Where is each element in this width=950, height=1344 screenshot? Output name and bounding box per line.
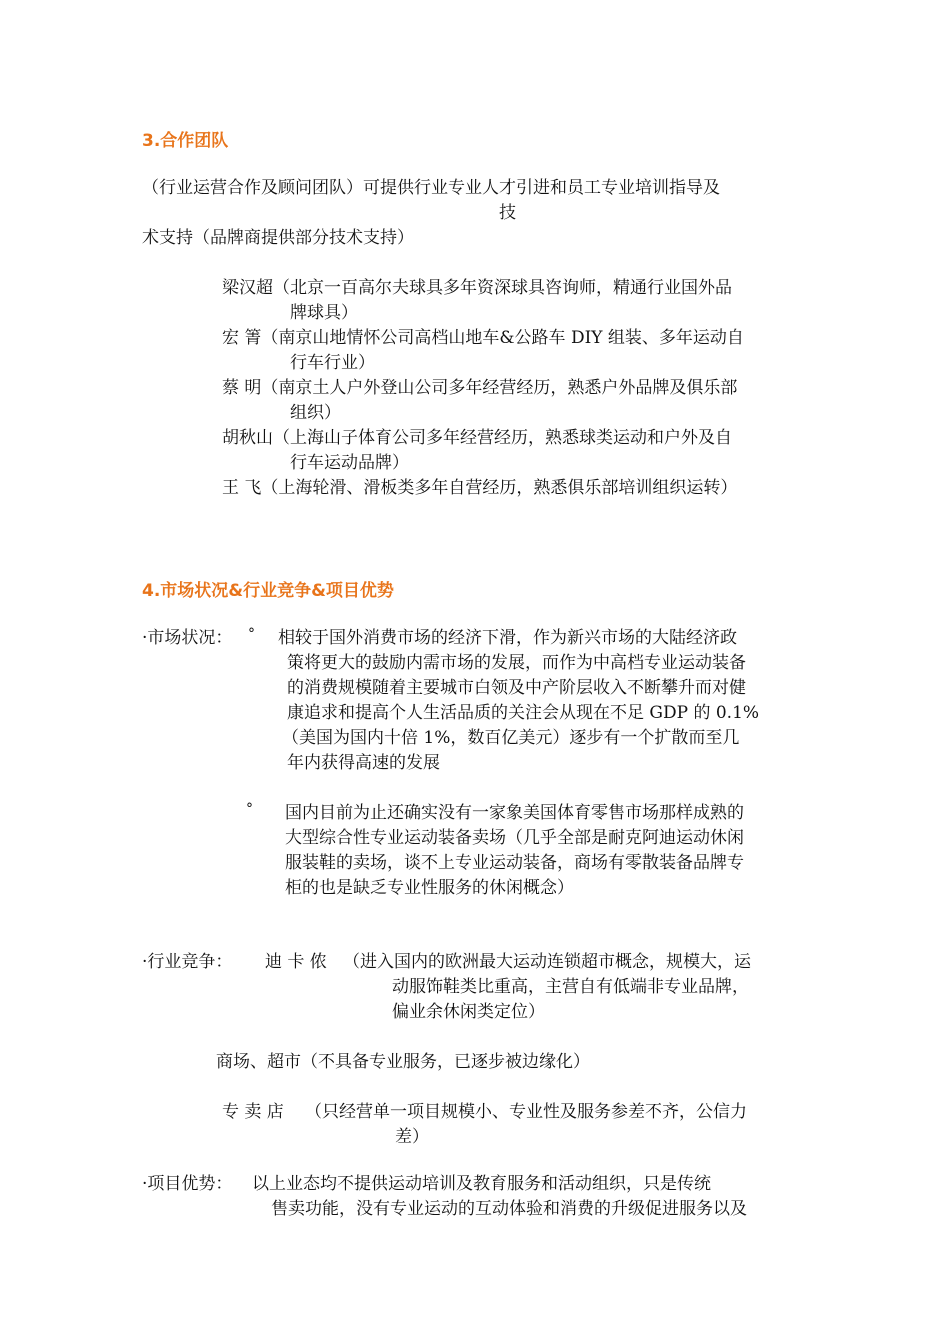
market-label: ·市场状况： [142,628,233,648]
competition-label: ·行业竞争： [142,952,233,972]
market-p1-line-4: 康追求和提高个人生活品质的关注会从现在不足 GDP 的 0.1% [287,703,760,723]
competitor-1-line-2: 动服饰鞋类比重高，主营自有低端非专业品牌， [392,977,749,997]
team-member-3-cont: 组织） [290,403,341,423]
competitor-1-line-1: （进入国内的欧洲最大运动连锁超市概念，规模大，运 [343,952,751,972]
team-member-2: 宏 箐（南京山地情怀公司高档山地车&公路车 DIY 组装、多年运动自 [222,328,744,348]
team-member-5: 王 飞（上海轮滑、滑板类多年自营经历，熟悉俱乐部培训组织运转） [222,478,738,498]
bullet-icon: ° [246,801,253,817]
competitor-2: 商场、超市（不具备专业服务，已逐步被边缘化） [216,1052,590,1072]
section-3-heading: 3.合作团队 [142,131,229,151]
market-p2-line-1: 国内目前为止还确实没有一家象美国体育零售市场那样成熟的 [285,803,744,823]
team-member-4-cont: 行车运动品牌） [290,453,409,473]
competitor-3-name: 专 卖 店 [222,1102,284,1122]
market-p1-line-3: 的消费规模随着主要城市白领及中产阶层收入不断攀升而对健 [287,678,746,698]
market-p2-line-3: 服装鞋的卖场，谈不上专业运动装备，商场有零散装备品牌专 [285,853,744,873]
team-intro-line-2: 术支持（品牌商提供部分技术支持） [142,228,414,248]
bullet-icon: ° [248,626,255,642]
team-intro-line-1-wrap: 技 [499,203,516,223]
market-p1-line-2: 策将更大的鼓励内需市场的发展，而作为中高档专业运动装备 [287,653,746,673]
advantage-line-1: 以上业态均不提供运动培训及教育服务和活动组织，只是传统 [252,1174,711,1194]
team-member-1-cont: 牌球具） [290,303,358,323]
competitor-1-line-3: 偏业余休闲类定位） [392,1002,545,1022]
team-intro-line-1: （行业运营合作及顾问团队）可提供行业专业人才引进和员工专业培训指导及 [142,178,720,198]
market-p1-line-5: （美国为国内十倍 1%，数百亿美元）逐步有一个扩散而至几 [282,728,740,748]
market-p2-line-2: 大型综合性专业运动装备卖场（几乎全部是耐克阿迪运动休闲 [285,828,744,848]
competitor-3-line-2: 差） [395,1127,429,1147]
team-member-4: 胡秋山（上海山子体育公司多年经营经历，熟悉球类运动和户外及自 [222,428,732,448]
market-p1-line-1: 相较于国外消费市场的经济下滑，作为新兴市场的大陆经济政 [278,628,737,648]
advantage-line-2: 售卖功能，没有专业运动的互动体验和消费的升级促进服务以及 [271,1199,747,1219]
competitor-3-line-1: （只经营单一项目规模小、专业性及服务参差不齐，公信力 [305,1102,747,1122]
competitor-1-name: 迪 卡 侬 [265,952,327,972]
section-4-heading: 4.市场状况&行业竞争&项目优势 [142,581,394,601]
team-member-1: 梁汉超（北京一百高尔夫球具多年资深球具咨询师，精通行业国外品 [222,278,732,298]
market-p2-line-4: 柜的也是缺乏专业性服务的休闲概念） [285,878,574,898]
team-member-2-cont: 行车行业） [290,353,375,373]
team-member-3: 蔡 明（南京土人户外登山公司多年经营经历，熟悉户外品牌及俱乐部 [222,378,738,398]
advantage-label: ·项目优势： [142,1174,233,1194]
market-p1-line-6: 年内获得高速的发展 [287,753,440,773]
